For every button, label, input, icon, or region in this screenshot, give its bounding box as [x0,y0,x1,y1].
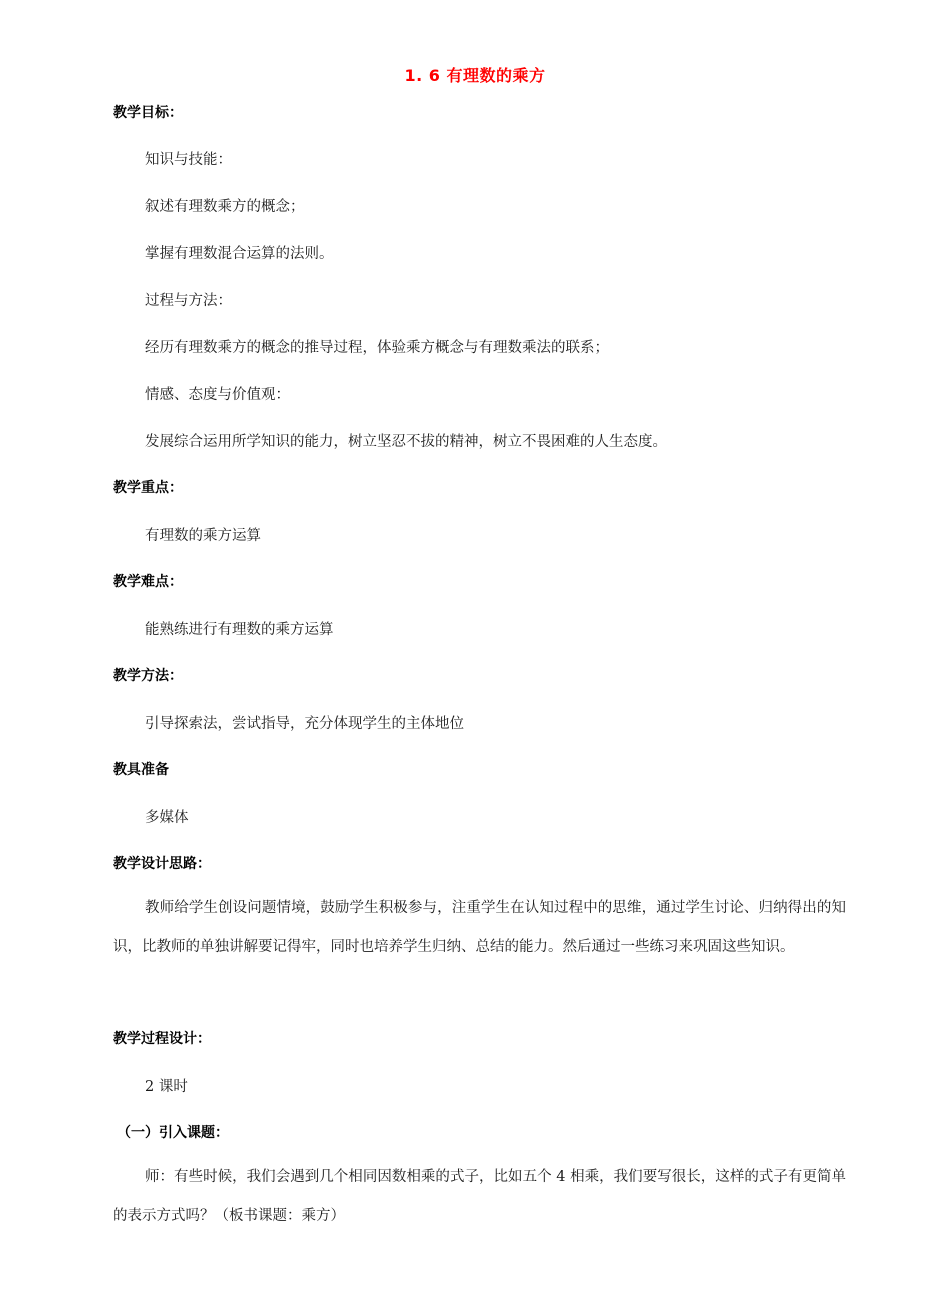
heading-intro: （一）引入课题： [117,1125,229,1141]
heading-methods: 教学方法： [113,668,183,684]
process-text: 2 课时 [145,1079,188,1095]
objective-line: 叙述有理数乘方的概念； [145,199,305,215]
intro-paragraph: 师：有些时候，我们会遇到几个相同因数相乘的式子，比如五个 4 相乘，我们要写很长，这样的式子有更简单的表示方式吗？（板书课题：乘方） [113,1169,846,1224]
objective-line: 过程与方法： [145,293,232,309]
document-title: 1. 6 有理数的乘方 [404,66,546,85]
objective-line: 发展综合运用所学知识的能力，树立坚忍不拔的精神，树立不畏困难的人生态度。 [145,434,667,450]
heading-tools: 教具准备 [113,762,169,778]
heading-difficulties: 教学难点： [113,574,183,590]
tools-text: 多媒体 [145,810,189,826]
heading-process: 教学过程设计： [113,1031,211,1047]
objective-line: 掌握有理数混合运算的法则。 [145,246,334,262]
objective-line: 经历有理数乘方的概念的推导过程，体验乘方概念与有理数乘法的联系； [145,340,609,356]
key-points-text: 有理数的乘方运算 [145,528,261,544]
difficulties-text: 能熟练进行有理数的乘方运算 [145,622,334,638]
heading-key-points: 教学重点： [113,480,183,496]
objective-line: 知识与技能： [145,152,232,168]
heading-design-idea: 教学设计思路： [113,856,211,872]
objective-line: 情感、态度与价值观： [145,387,290,403]
methods-text: 引导探索法，尝试指导，充分体现学生的主体地位 [145,716,464,732]
design-idea-paragraph: 教师给学生创设问题情境，鼓励学生积极参与，注重学生在认知过程中的思维，通过学生讨论、归纳得出的知识，比教师的单独讲解要记得牢，同时也培养学生归纳、总结的能力。然后通过一些练习来巩固这些知识。 [113,900,846,955]
heading-objectives: 教学目标： [113,105,183,121]
